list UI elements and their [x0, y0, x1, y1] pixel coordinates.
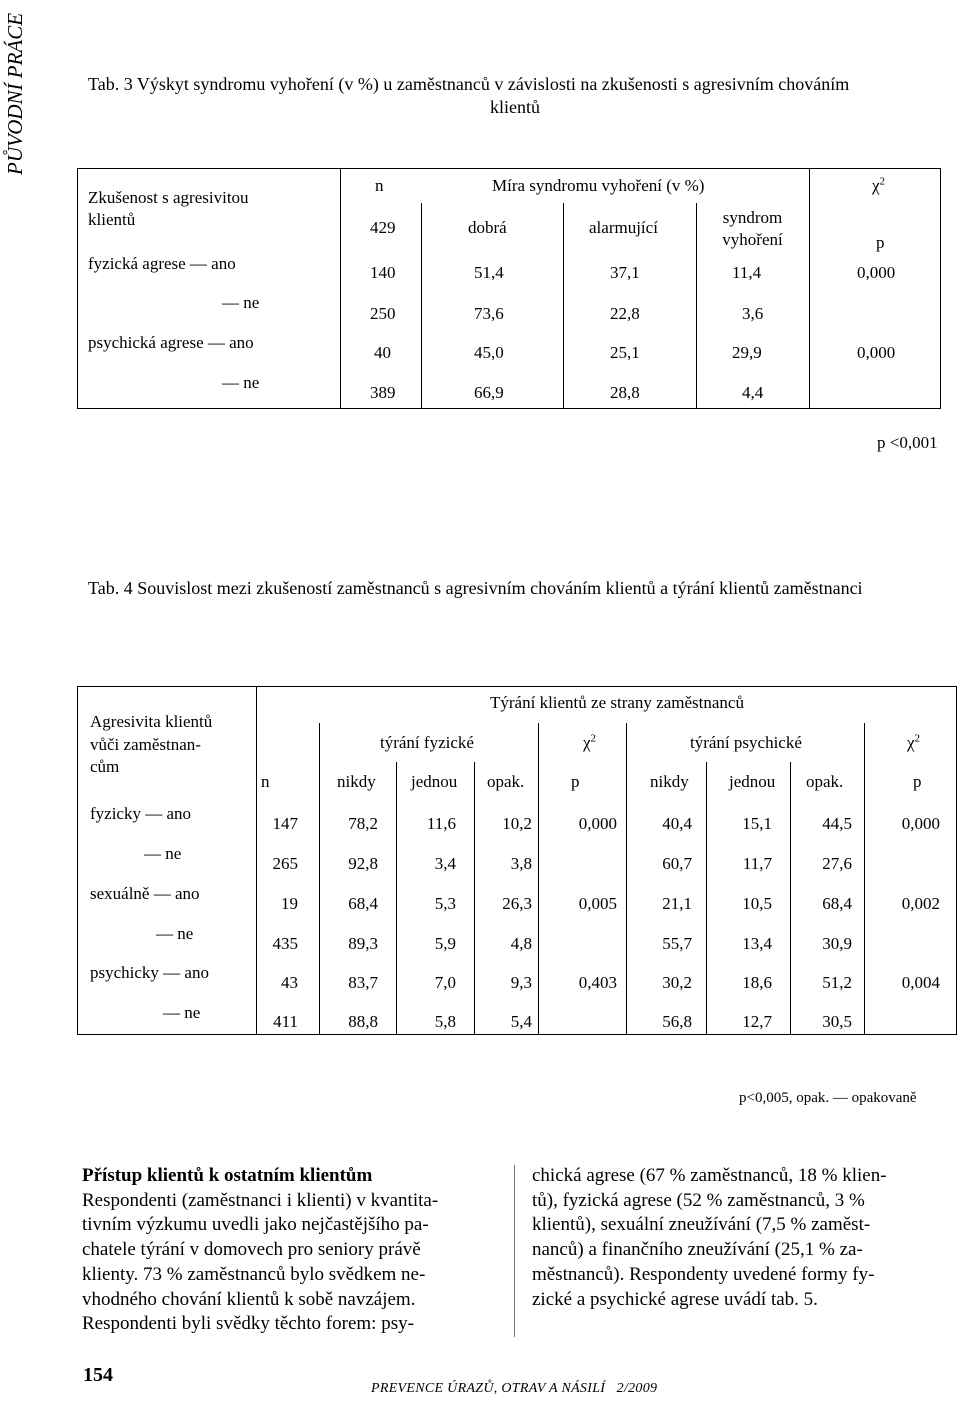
body-column-left [82, 1164, 496, 1337]
table4-cell-p-p: 0,000 [901, 814, 940, 833]
table4-cell-f-nikdy: 83,7 [348, 973, 378, 992]
table3-col-n: n [375, 176, 384, 195]
body-column-right [532, 1164, 946, 1312]
table3-cell-synd: 4,4 [742, 383, 764, 402]
table4-cell-p-opak: 30,9 [822, 934, 852, 953]
table4-cell-f-opak: 9,3 [510, 973, 532, 992]
table3-row-label: psychická agrese — ano [88, 333, 254, 352]
body-line: vhodného chování klientů k sobě navzájem. [82, 1288, 416, 1310]
table4-col-p-nikdy: nikdy [650, 772, 689, 791]
table3-cell-synd: 3,6 [742, 304, 764, 323]
table3-row-header-1: Zkušenost s agresivitou [88, 188, 249, 207]
table4-col-f-nikdy: nikdy [337, 772, 376, 791]
table4-cell-p-opak: 51,2 [822, 973, 852, 992]
table4-cell-p-jednou: 12,7 [742, 1012, 772, 1031]
table4-col-p-p: p [913, 772, 922, 791]
table4-cell-f-nikdy: 68,4 [348, 894, 378, 913]
table3-col-mira: Míra syndromu vyhoření (v %) [492, 176, 705, 195]
table4-cell-p-nikdy: 21,1 [662, 894, 692, 913]
table4-cell-f-p: 0,403 [578, 973, 617, 992]
table4-cell-f-opak: 10,2 [502, 814, 532, 833]
page-number: 154 [83, 1364, 113, 1386]
table4-cell-p-opak: 30,5 [822, 1012, 852, 1031]
table4-cell-p-jednou: 18,6 [742, 973, 772, 992]
table4-cell-n: 43 [281, 973, 298, 992]
body-line: městnanců). Respondenty uvedené formy fy- [532, 1263, 875, 1285]
table3-chi-symbol: χ [872, 176, 880, 195]
table4-col-f-jednou: jednou [411, 772, 458, 791]
table4-cell-p-opak: 27,6 [822, 854, 852, 873]
table4-col-psychicke: týrání psychické [690, 733, 802, 752]
table3-cell-p: 0,000 [857, 343, 896, 362]
table4-cell-n: 147 [272, 814, 298, 833]
table4-row-label: psychicky — ano [90, 963, 209, 982]
table4-group-header: Týrání klientů ze strany zaměstnanců [490, 693, 744, 712]
table4-row-header-1: Agresivita klientů [90, 712, 213, 731]
table3-cell-dobra: 66,9 [474, 383, 504, 402]
table4-cell-p-opak: 44,5 [822, 814, 852, 833]
table4-cell-f-opak: 26,3 [502, 894, 532, 913]
table3-cell-n: 250 [370, 304, 396, 323]
table3-note: p <0,001 [877, 433, 938, 452]
table4-cell-p-p: 0,002 [901, 894, 940, 913]
table4-cell-p-jednou: 13,4 [742, 934, 772, 953]
table4-col-chi-fyz [583, 733, 596, 753]
table4-cell-f-nikdy: 78,2 [348, 814, 378, 833]
table4-note: p<0,005, opak. — opakovaně [739, 1090, 917, 1106]
table3-caption-line2: klientů [490, 97, 540, 117]
body-line: chická agrese (67 % zaměstnanců, 18 % klien- [532, 1165, 887, 1186]
table3-row-label: — ne [222, 293, 260, 312]
table3-row-label: fyzická agrese — ano [88, 254, 236, 273]
table3-n-total: 429 [370, 218, 396, 237]
table4-cell-n: 411 [273, 1012, 298, 1031]
table3-cell-alarm: 25,1 [610, 343, 640, 362]
table4-cell-f-jednou: 7,0 [434, 973, 456, 992]
table4-cell-p-nikdy: 40,4 [662, 814, 692, 833]
section-label: PŮVODNÍ PRÁCE [3, 12, 27, 175]
table3-col-syndrom-2: vyhoření [722, 230, 783, 249]
table4-col-f-opak: opak. [487, 772, 525, 791]
table4-cell-f-jednou: 11,6 [426, 814, 456, 833]
body-line: klientů), sexuální zneužívání (7,5 % zaměst- [532, 1214, 871, 1236]
body-line: chatele týrání v domovech pro seniory právě [82, 1239, 421, 1261]
table3-cell-dobra: 45,0 [474, 343, 504, 362]
table4-cell-p-nikdy: 55,7 [662, 934, 692, 953]
table4-col-n: n [261, 772, 270, 791]
table4-cell-f-jednou: 3,4 [434, 854, 456, 873]
body-line: Respondenti byli svědky těchto forem: psy- [82, 1313, 414, 1335]
table3-row-label: — ne [222, 373, 260, 392]
table3-col-dobra: dobrá [468, 218, 507, 237]
table4-row-label: — ne [163, 1003, 201, 1022]
body-line: klienty. 73 % zaměstnanců bylo svědkem ne- [82, 1263, 426, 1285]
table4-cell-p-jednou: 10,5 [742, 894, 772, 913]
table3-cell-alarm: 22,8 [610, 304, 640, 323]
table4-row-header-2: vůči zaměstnan- [90, 735, 201, 754]
table4-cell-n: 265 [272, 854, 298, 873]
table4-col-p-jednou: jednou [729, 772, 776, 791]
table3-cell-synd: 29,9 [732, 343, 762, 362]
table4-cell-f-nikdy: 88,8 [348, 1012, 378, 1031]
table4-col-f-p: p [571, 772, 580, 791]
table4-cell-p-jednou: 11,7 [742, 854, 772, 873]
table3-cell-alarm: 37,1 [610, 263, 640, 282]
table4-cell-p-nikdy: 56,8 [662, 1012, 692, 1031]
table3-chi-sup: 2 [879, 175, 886, 188]
table4-col-chi-psy [907, 733, 920, 753]
table4-row-label: — ne [144, 844, 182, 863]
table3-row-header-2: klientů [88, 210, 136, 229]
table3-caption-line1: Tab. 3 Výskyt syndromu vyhoření (v %) u zaměstnanců v závislosti na zkušenosti s agresivním chováním [88, 74, 850, 94]
table4-row-label: fyzicky — ano [90, 804, 192, 823]
body-line: nanců) a finančního zneužívání (25,1 % za- [532, 1239, 863, 1261]
table4-cell-f-opak: 4,8 [510, 934, 532, 953]
table4-row-label: sexuálně — ano [90, 884, 200, 903]
table4-cell-p-nikdy: 30,2 [662, 973, 692, 992]
table3-cell-p: 0,000 [857, 263, 896, 282]
table4-cell-n: 19 [281, 894, 298, 913]
table4-cell-p-p: 0,004 [901, 973, 940, 992]
table4-chi-sup: 2 [590, 732, 597, 745]
table4-cell-f-jednou: 5,9 [434, 934, 456, 953]
table4-cell-p-opak: 68,4 [822, 894, 852, 913]
table4-row-header-3: cům [90, 757, 120, 776]
table4-chi-sup: 2 [914, 732, 921, 745]
table4-caption: Tab. 4 Souvislost mezi zkušeností zaměstnanců s agresivním chováním klientů a týrání klientů zaměstnanci [88, 578, 863, 598]
body-line: tivním výzkumu uvedli jako nejčastějšího pa- [82, 1214, 429, 1236]
table4-chi-symbol: χ [907, 733, 915, 752]
table4-col-fyzicke: týrání fyzické [380, 733, 474, 752]
table4-cell-f-opak: 3,8 [510, 854, 532, 873]
table3-cell-dobra: 73,6 [474, 304, 504, 323]
table4-cell-f-p: 0,000 [578, 814, 617, 833]
table3-col-syndrom-1: syndrom [722, 208, 783, 227]
table3-cell-synd: 11,4 [732, 263, 762, 282]
table4-cell-f-nikdy: 89,3 [348, 934, 378, 953]
table3-cell-n: 40 [374, 343, 391, 362]
journal-footer: PREVENCE ÚRAZŮ, OTRAV A NÁSILÍ 2/2009 [371, 1381, 658, 1396]
table4-cell-f-nikdy: 92,8 [348, 854, 378, 873]
table3-cell-dobra: 51,4 [474, 263, 504, 282]
body-line: zické a psychické agrese uvádí tab. 5. [532, 1288, 818, 1310]
table4-cell-p-nikdy: 60,7 [662, 854, 692, 873]
table4-cell-f-opak: 5,4 [510, 1012, 532, 1031]
table3-cell-n: 140 [370, 263, 396, 282]
table4-cell-p-jednou: 15,1 [742, 814, 772, 833]
table4-cell-f-jednou: 5,3 [434, 894, 456, 913]
table4-chi-symbol: χ [583, 733, 591, 752]
section-heading: Přístup klientů k ostatním klientům [82, 1165, 373, 1186]
body-line: Respondenti (zaměstnanci i klienti) v kvantita- [82, 1189, 439, 1211]
table4-col-p-opak: opak. [806, 772, 844, 791]
table3-cell-n: 389 [370, 383, 396, 402]
column-divider [514, 1165, 515, 1337]
table3-col-alarmujici: alarmující [589, 218, 658, 237]
table3-cell-alarm: 28,8 [610, 383, 640, 402]
table4-cell-f-jednou: 5,8 [434, 1012, 456, 1031]
table4-cell-f-p: 0,005 [578, 894, 617, 913]
body-line: tů), fyzická agrese (52 % zaměstnanců, 3 % [532, 1189, 865, 1211]
table3-col-p: p [876, 233, 885, 252]
table4-row-label: — ne [156, 924, 194, 943]
table4-cell-n: 435 [272, 934, 298, 953]
